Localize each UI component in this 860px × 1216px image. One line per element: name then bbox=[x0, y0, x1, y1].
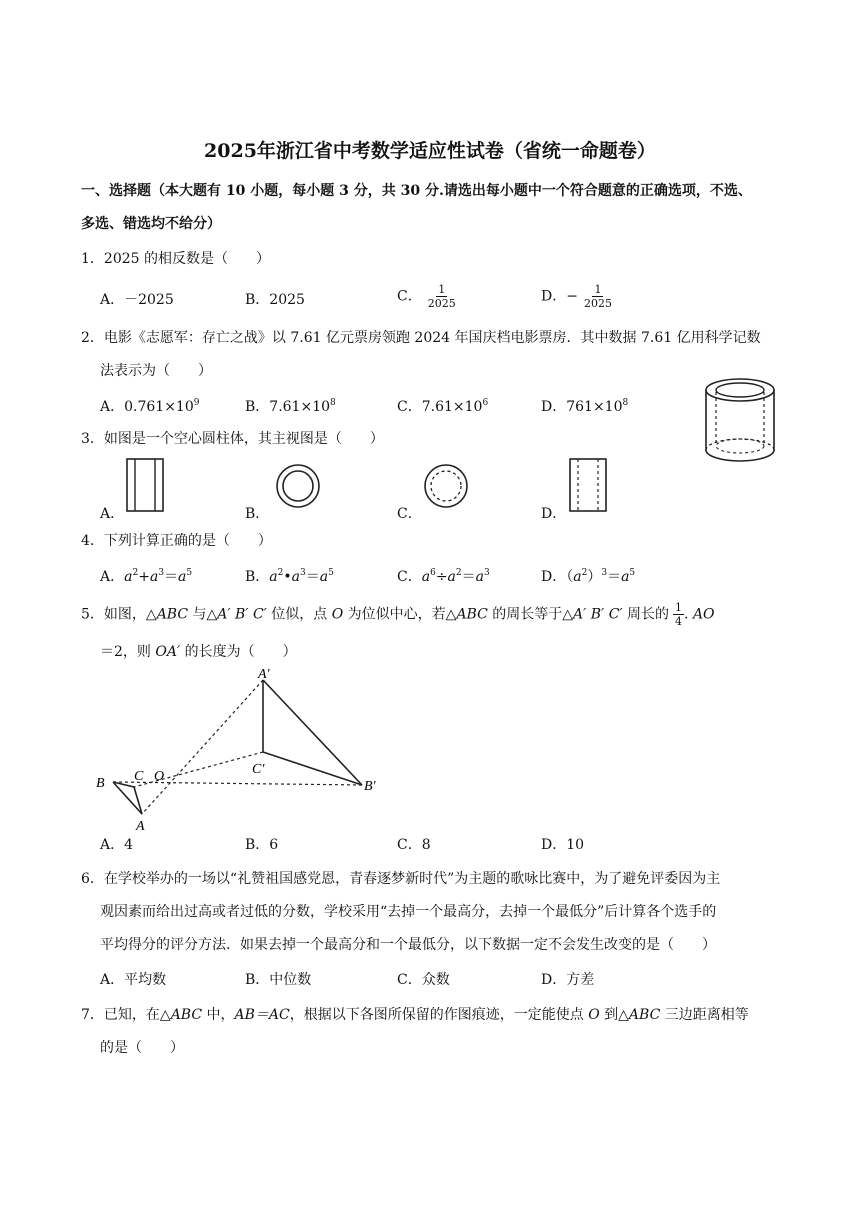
q2-option-c bbox=[397, 396, 488, 416]
q2-option-d bbox=[541, 396, 628, 416]
q2-b-exp: 8 bbox=[330, 398, 336, 408]
q4-c-var2: a bbox=[447, 569, 456, 585]
q5-text-9: 的长度为（ ） bbox=[180, 644, 297, 660]
label-c: C bbox=[134, 769, 144, 784]
q4-a-eq: ＝ bbox=[164, 569, 179, 585]
q4-b-label: B． bbox=[245, 569, 270, 585]
q5-text-2: 与△ bbox=[188, 606, 218, 623]
q5-option-d: D．10 bbox=[541, 837, 585, 853]
q5-frac-den: 4 bbox=[675, 615, 683, 628]
q4-b-var2: a bbox=[291, 569, 301, 585]
q2-a-exp: 9 bbox=[193, 398, 200, 408]
q5-oa1: OA′ bbox=[155, 644, 181, 660]
q4-stem: 4．下列计算正确的是（ ） bbox=[81, 533, 272, 549]
q4-b-exp2: 3 bbox=[300, 568, 306, 578]
q1-option-d bbox=[541, 283, 614, 310]
q2-stem-line1: 2．电影《志愿军：存亡之战》以 7.61 亿元票房领跑 2024 年国庆档电影票房．其中数据 7.61 亿用科学记数 bbox=[81, 330, 761, 346]
q5-fraction bbox=[673, 601, 684, 628]
q1-option-b: B．2025 bbox=[245, 292, 305, 308]
q3-stem: 3．如图是一个空心圆柱体，其主视图是（ ） bbox=[81, 431, 384, 447]
q5-frac-num: 1 bbox=[675, 601, 683, 614]
q2-a-base: A．0.761×10 bbox=[100, 399, 194, 415]
q1-option-d-label: D．− bbox=[541, 288, 578, 305]
q1-option-c bbox=[397, 283, 458, 310]
q7-stem-line1 bbox=[81, 1004, 749, 1024]
q1-c-numerator: 1 bbox=[438, 283, 446, 296]
q5-text-6: 周长的 bbox=[622, 606, 670, 623]
q3-option-d-figure bbox=[568, 457, 610, 515]
q6-stem-line1: 6．在学校举办的一场以“礼赞祖国感党恩，青春逐梦新时代”为主题的歌咏比赛中，为了避免评委因为主 bbox=[81, 871, 721, 887]
q3-option-c-label: C． bbox=[397, 506, 422, 522]
q4-a-op: + bbox=[138, 569, 150, 585]
q3-option-d-label: D． bbox=[541, 506, 567, 522]
q1-d-denominator: 2025 bbox=[583, 297, 612, 310]
q2-c-exp: 6 bbox=[482, 398, 489, 408]
label-a: A bbox=[136, 819, 145, 834]
q7-o: O bbox=[588, 1007, 600, 1023]
q4-d-eq: ＝ bbox=[607, 569, 622, 585]
q4-option-b bbox=[245, 566, 334, 586]
q2-option-a bbox=[100, 396, 199, 416]
q2-b-base: B．7.61×10 bbox=[245, 399, 331, 415]
q1-option-a: A．－2025 bbox=[100, 292, 174, 308]
q7-text-3: ，根据以下各图所保留的作图痕迹，一定能使点 bbox=[289, 1007, 589, 1023]
q6-option-c: C．众数 bbox=[397, 972, 450, 988]
q4-c-eq: ＝ bbox=[461, 569, 476, 585]
q5-text-5: 的周长等于△ bbox=[487, 606, 574, 623]
q4-b-op: • bbox=[283, 569, 292, 585]
q4-c-label: C． bbox=[397, 569, 422, 585]
q4-c-var3: a bbox=[475, 569, 484, 585]
q5-option-c: C．8 bbox=[397, 837, 431, 853]
q5-stem-line2 bbox=[100, 641, 297, 661]
q7-abc-2: ABC bbox=[628, 1007, 661, 1023]
q3-option-a-figure bbox=[125, 457, 167, 515]
label-c-prime: C′ bbox=[252, 762, 265, 777]
q3-option-a-label: A． bbox=[100, 506, 125, 522]
q2-stem-line2: 法表示为（ ） bbox=[100, 363, 212, 379]
q5-text-7: . bbox=[684, 606, 693, 623]
q4-a-var3: a bbox=[178, 569, 187, 585]
q5-homothety-figure bbox=[90, 664, 390, 834]
q7-text-2: 中， bbox=[202, 1007, 235, 1023]
q4-d-var2: a bbox=[621, 569, 630, 585]
label-b-prime: B′ bbox=[364, 779, 376, 794]
label-a-prime: A′ bbox=[258, 667, 270, 682]
q3-option-b-figure bbox=[274, 462, 324, 512]
q5-abc-1: ABC bbox=[156, 606, 189, 623]
q4-b-var3: a bbox=[319, 569, 329, 585]
q6-option-a: A．平均数 bbox=[100, 972, 167, 988]
q5-stem-line1 bbox=[81, 601, 715, 628]
q5-option-a: A．4 bbox=[100, 837, 134, 853]
q4-d-exp3: 5 bbox=[629, 568, 636, 578]
q6-stem-line3: 平均得分的评分方法．如果去掉一个最高分和一个最低分，以下数据一定不会发生改变的是（ ） bbox=[100, 937, 716, 953]
q1-stem: 1．2025 的相反数是（ ） bbox=[81, 251, 270, 267]
q4-d-exp1: 2 bbox=[581, 568, 588, 578]
q5-a1b1c1-2: A′ B′ C′ bbox=[573, 606, 623, 623]
q4-d-var1: a bbox=[573, 569, 582, 585]
q7-text-5: 三边距离相等 bbox=[660, 1007, 749, 1023]
q1-option-c-fraction bbox=[426, 283, 458, 310]
q4-a-label: A． bbox=[100, 569, 125, 585]
q3-option-c-figure bbox=[422, 462, 472, 512]
q5-option-b: B．6 bbox=[245, 837, 279, 853]
q1-option-c-label: C． bbox=[397, 288, 422, 305]
q4-option-c bbox=[397, 566, 490, 586]
q4-d-exp2: 3 bbox=[601, 568, 608, 578]
q4-a-exp1: 2 bbox=[132, 568, 139, 578]
q7-text-1: 7．已知，在△ bbox=[81, 1007, 171, 1023]
section-header-line1: 一、选择题（本大题有 10 小题，每小题 3 分，共 30 分.请选出每小题中一个符合题意的正确选项，不选、 bbox=[81, 183, 752, 199]
q7-text-4: 到△ bbox=[599, 1007, 629, 1023]
page-title: 2025年浙江省中考数学适应性试卷（省统一命题卷） bbox=[204, 140, 656, 162]
q4-d-lparen: （ bbox=[566, 569, 574, 585]
q4-option-d bbox=[541, 566, 635, 586]
hollow-cylinder-figure bbox=[700, 376, 780, 466]
q4-b-exp3: 5 bbox=[328, 568, 334, 578]
q4-c-op: ÷ bbox=[435, 569, 448, 585]
label-b: B bbox=[96, 776, 105, 791]
q4-a-exp2: 3 bbox=[158, 568, 165, 578]
q4-option-a bbox=[100, 566, 192, 586]
q4-a-var2: a bbox=[149, 569, 159, 585]
q7-stem-line2: 的是（ ） bbox=[100, 1040, 184, 1056]
q4-b-eq: ＝ bbox=[305, 569, 320, 585]
q4-d-label: D． bbox=[541, 569, 567, 585]
q5-o: O bbox=[331, 606, 344, 623]
q4-b-exp1: 2 bbox=[277, 568, 284, 578]
q4-b-var1: a bbox=[269, 569, 278, 585]
q5-text-4: 为位似中心，若△ bbox=[343, 606, 457, 623]
q5-abc-2: ABC bbox=[456, 606, 488, 623]
section-header-line2: 多选、错选均不给分） bbox=[81, 216, 221, 232]
q6-option-b: B．中位数 bbox=[245, 972, 312, 988]
q5-ao: AO bbox=[692, 606, 715, 623]
q5-text-1: 5．如图，△ bbox=[81, 606, 157, 623]
q4-c-var1: a bbox=[421, 569, 431, 585]
q2-c-base: C．7.61×10 bbox=[397, 399, 483, 415]
q4-a-var1: a bbox=[124, 569, 133, 585]
q4-d-rparen: ） bbox=[587, 569, 602, 585]
q2-option-b bbox=[245, 396, 336, 416]
q1-option-d-fraction bbox=[582, 283, 614, 310]
q4-a-exp3: 5 bbox=[186, 568, 193, 578]
q2-d-base: D．761×10 bbox=[541, 399, 623, 415]
q6-stem-line2: 观因素而给出过高或者过低的分数，学校采用“去掉一个最高分，去掉一个最低分”后计算各个选手的 bbox=[100, 904, 717, 920]
q3-option-b-label: B． bbox=[245, 506, 270, 522]
q7-abc-1: ABC bbox=[170, 1007, 203, 1023]
q1-c-denominator: 2025 bbox=[427, 297, 456, 310]
q1-d-numerator: 1 bbox=[594, 283, 602, 296]
q5-a1b1c1-1: A′ B′ C′ bbox=[217, 606, 267, 623]
q6-option-d: D．方差 bbox=[541, 972, 595, 988]
q4-c-exp3: 3 bbox=[484, 568, 490, 578]
q2-d-exp: 8 bbox=[622, 398, 629, 408]
q5-text-8: ＝2，则 bbox=[100, 644, 156, 660]
q4-c-exp1: 6 bbox=[430, 568, 436, 578]
q5-text-3: 位似，点 bbox=[266, 606, 332, 623]
q4-c-exp2: 2 bbox=[455, 568, 462, 578]
label-o: O bbox=[154, 769, 165, 784]
q7-ab-eq-ac: AB＝AC bbox=[234, 1007, 290, 1023]
